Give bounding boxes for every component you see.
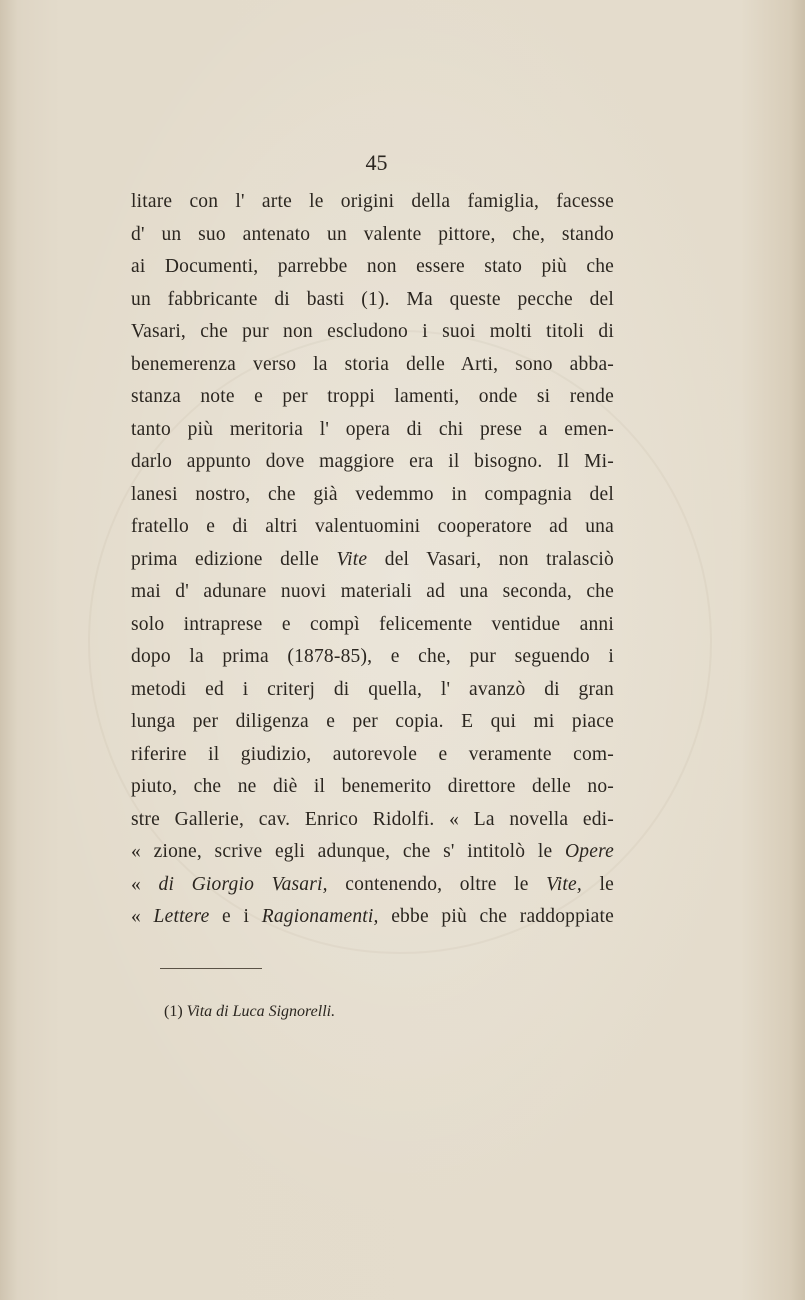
page-number: 45 bbox=[365, 150, 388, 175]
text-segment: « bbox=[131, 873, 159, 895]
text-line bbox=[131, 186, 614, 219]
text-line bbox=[131, 836, 614, 869]
text-segment: contenendo, oltre le bbox=[327, 873, 547, 895]
text-segment: stanza note e per troppi lamenti, onde si rende bbox=[131, 386, 614, 407]
text-segment: « bbox=[131, 906, 154, 927]
text-line bbox=[131, 771, 614, 804]
footnote-marker: (1) bbox=[164, 1003, 183, 1020]
text-segment: fratello e di altri valentuomini cooperatore ad una bbox=[131, 516, 614, 537]
text-line bbox=[131, 479, 614, 512]
text-segment: solo intraprese e compì felicemente ventidue anni bbox=[131, 613, 614, 635]
text-line bbox=[131, 381, 614, 414]
footnote-separator bbox=[160, 968, 262, 969]
text-line bbox=[131, 901, 614, 934]
text-line bbox=[131, 804, 614, 837]
text-line bbox=[131, 251, 614, 284]
text-segment: darlo appunto dove maggiore era il bisogno. Il Mi- bbox=[131, 451, 614, 472]
text-segment: prima edizione delle bbox=[131, 548, 337, 570]
text-line bbox=[131, 739, 614, 772]
text-line bbox=[131, 284, 614, 317]
text-line bbox=[131, 674, 614, 707]
text-segment: « zione, scrive egli adunque, che s' intitolò le bbox=[131, 841, 565, 862]
text-segment: lunga per diligenza e per copia. E qui mi piace bbox=[131, 711, 614, 732]
text-line bbox=[131, 609, 614, 642]
text-segment: le bbox=[581, 873, 614, 895]
text-segment: tanto più meritoria l' opera di chi prese a emen- bbox=[131, 418, 614, 440]
text-segment: mai d' adunare nuovi materiali ad una seconda, che bbox=[131, 581, 614, 602]
text-segment: Vasari, che pur non escludono i suoi molti titoli di bbox=[131, 321, 614, 342]
text-segment: e i bbox=[209, 906, 262, 927]
text-line bbox=[131, 316, 614, 349]
italic-text: Opere bbox=[564, 841, 614, 862]
text-segment: d' un suo antenato un valente pittore, che, stando bbox=[131, 223, 614, 245]
italic-text: Vite bbox=[336, 548, 368, 570]
italic-text: Vite, bbox=[546, 873, 582, 895]
text-segment: un fabbricante di basti (1). Ma queste pecche del bbox=[131, 288, 614, 310]
body-text bbox=[131, 186, 614, 934]
text-segment: litare con l' arte le origini della famiglia, facesse bbox=[131, 191, 614, 212]
text-line bbox=[131, 706, 614, 739]
text-segment: metodi ed i criterj di quella, l' avanzò di gran bbox=[131, 678, 614, 700]
text-line bbox=[131, 219, 614, 252]
text-segment: dopo la prima (1878-85), e che, pur seguendo i bbox=[131, 646, 614, 667]
text-line bbox=[131, 641, 614, 674]
footnote bbox=[164, 1003, 335, 1021]
text-segment: stre Gallerie, cav. Enrico Ridolfi. « La novella edi- bbox=[131, 808, 614, 830]
text-segment: lanesi nostro, che già vedemmo in compagnia del bbox=[131, 483, 614, 505]
italic-text: Lettere bbox=[153, 906, 210, 927]
text-line bbox=[131, 511, 614, 544]
text-segment: ai Documenti, parrebbe non essere stato più che bbox=[131, 256, 614, 277]
text-segment: benemerenza verso la storia delle Arti, sono abba- bbox=[131, 353, 614, 375]
italic-text: di Giorgio Vasari, bbox=[158, 873, 328, 895]
text-segment: riferire il giudizio, autorevole e veramente com- bbox=[131, 743, 614, 765]
text-line bbox=[131, 576, 614, 609]
italic-text: Ragionamenti, bbox=[261, 906, 379, 927]
text-line bbox=[131, 414, 614, 447]
text-line bbox=[131, 544, 614, 577]
text-segment: del Vasari, non tralasciò bbox=[367, 548, 614, 570]
text-line bbox=[131, 349, 614, 382]
text-segment: ebbe più che raddoppiate bbox=[378, 906, 614, 927]
text-line bbox=[131, 446, 614, 479]
footnote-text: Vita di Luca Signorelli. bbox=[186, 1003, 336, 1020]
text-line bbox=[131, 869, 614, 902]
text-segment: piuto, che ne diè il benemerito direttore delle no- bbox=[131, 776, 614, 797]
